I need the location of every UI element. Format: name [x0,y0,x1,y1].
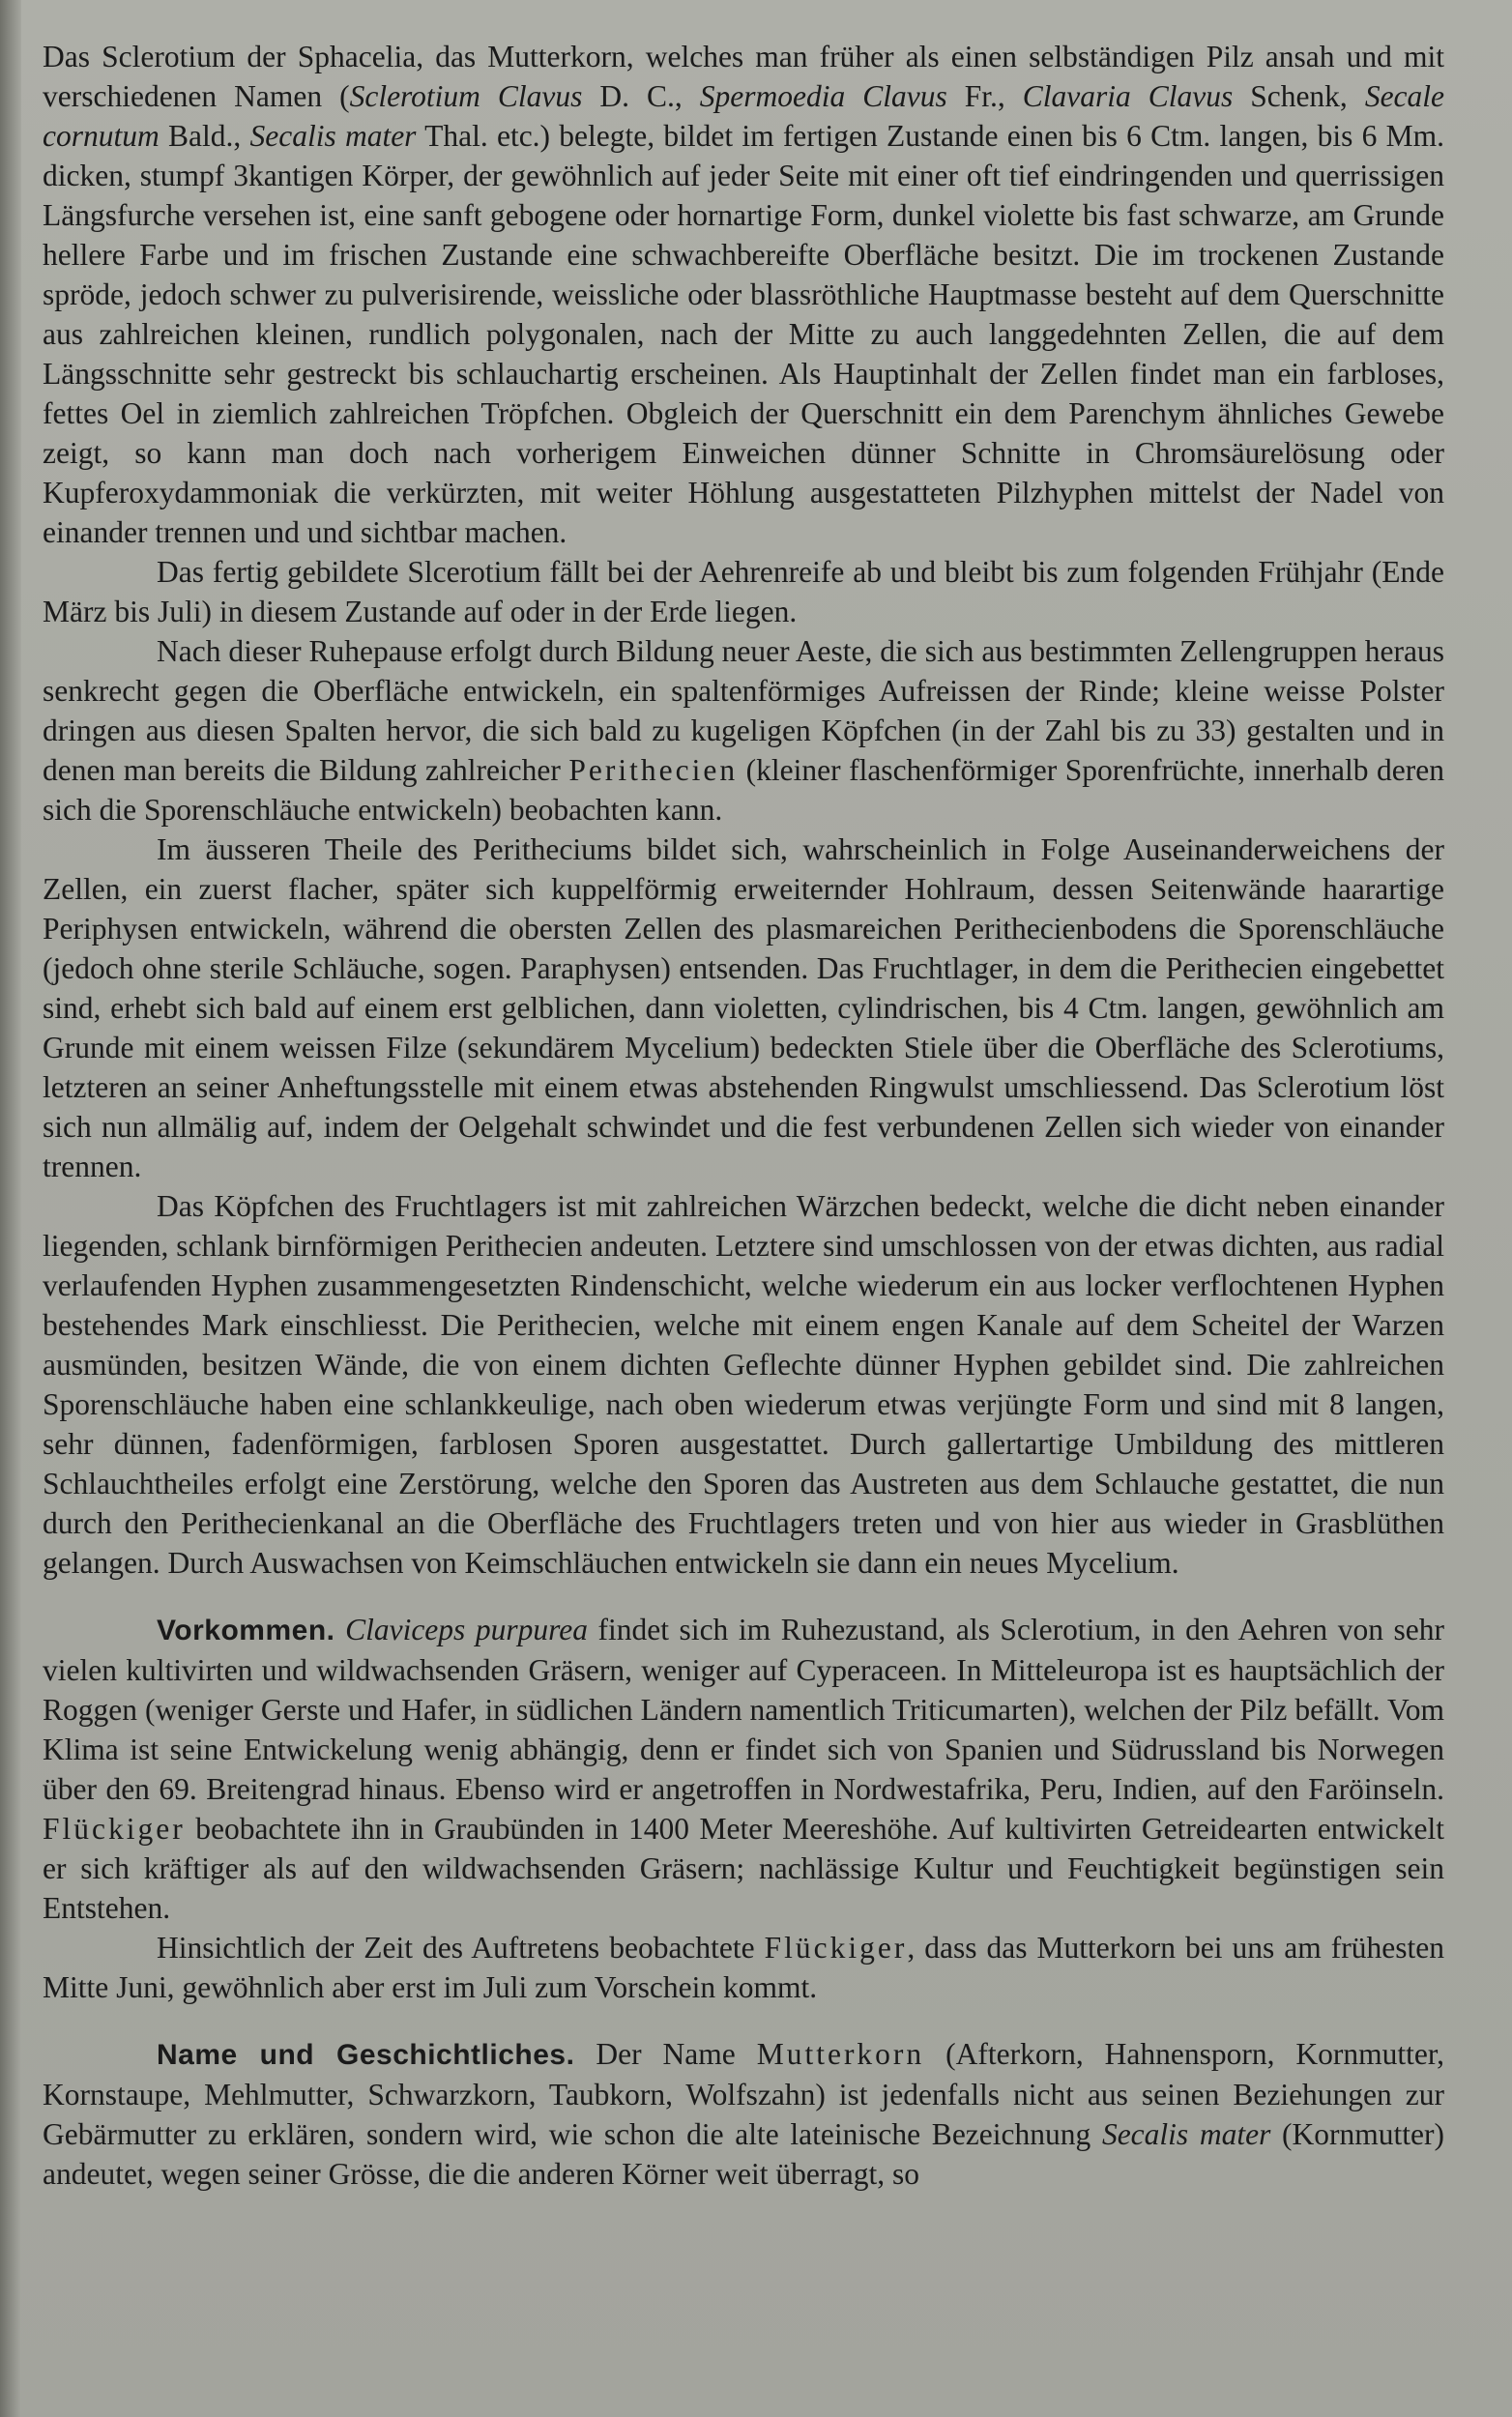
section-heading: Vorkommen. [157,1615,335,1646]
section-heading: Name und Geschichtliches. [157,2039,575,2071]
paragraph-fruit-head [43,1186,1444,1583]
spaced-term: Perithecien [568,753,739,787]
text-run: Thal. etc.) belegte, bildet im fertigen Zustande einen bis 6 Ctm. langen, bis 6 Mm. dicken, stumpf 3kantigen Körper, der gewöhnlich auf jeder Seite mit einer oft tief eindringenden und querrissigen Längsfurche versehen ist, eine sanft gebogene oder hornartige Form, dunkel violette bis fast schwarze, am Grunde hellere Farbe und im frischen Zustande eine schwachbereifte Oberfläche besitzt. Die im trockenen Zustande spröde, jedoch schwer zu pulverisirende, weissliche oder blassröthliche Hauptmasse besteht auf dem Querschnitte aus zahlreichen kleinen, rundlich polygonalen, nach der Mitte zu auch langgedehnten Zellen, die auf dem Längsschnitte sehr gestreckt bis schlauchartig erscheinen. Als Hauptinhalt der Zellen findet man ein farbloses, fettes Oel in ziemlich zahlreichen Tröpfchen. Obgleich der Querschnitt ein dem Parenchym ähnliches Gewebe zeigt, so kann man doch nach vorherigem Einweichen dünner Schnitte in Chromsäurelösung oder Kupferoxydammoniak die verkürzten, mit weiter Höhlung ausgestatteten Pilzhyphen mittelst der Nadel von einander trennen und und sichtbar machen. [43,119,1445,549]
text-run: Das Köpfchen des Fruchtlagers ist mit zahlreichen Wärzchen bedeckt, welche die dicht neben einander liegenden, schlank birnförmigen Perithecien andeuten. Letztere sind umschlossen von der etwas dichten, aus radial verlaufenden Hyphen zusammengesetzten Rindenschicht, welche wiederum ein aus locker verflochtenen Hyphen bestehendes Mark einschliesst. Die Perithecien, welche mit einem engen Kanale auf dem Scheitel der Warzen ausmünden, besitzen Wände, die von einem dichten Geflechte dünner Hyphen gebildet sind. Die zahlreichen Sporenschläuche haben eine schlankkeulige, nach oben wiederum etwas verjüngte Form und sind mit 8 langen, sehr dünnen, fadenförmigen, farblosen Sporen ausgestattet. Durch gallertartige Umbildung des mittleren Schlauchtheiles erfolgt eine Zerstörung, welche den Sporen das Austreten aus dem Schlauche gestattet, die nun durch den Perithecienkanal an die Oberfläche des Fruchtlagers treten und von hier aus wieder in Grasblüthen gelangen. Durch Auswachsen von Keimschläuchen entwickeln sie dann ein neues Mycelium. [43,1189,1444,1580]
text-run: Bald., [159,119,250,153]
text-run: D. C., [582,79,700,113]
paragraph-sclerotium-falls [43,552,1444,631]
text-run: Das fertig gebildete Slcerotium fällt bei der Aehrenreife ab und bleibt bis zum folgenden Frühjahr (Ende März bis Juli) in diesem Zustande auf oder in der Erde liegen. [43,555,1444,628]
text-run: findet sich im Ruhezustand, als Sclerotium, in den Aehren von sehr vielen kultivirten und wildwachsenden Gräsern, weniger auf Cyperaceen. In Mitteleuropa ist es hauptsächlich der Roggen (weniger Gerste und Hafer, in südlichen Ländern namentlich Triticumarten), welchen der Pilz befällt. Vom Klima ist seine Entwickelung wenig abhängig, denn er findet sich von Spanien und Südrussland bis Norwegen über den 69. Breitengrad hinaus. Ebenso wird er angetroffen in Nordwestafrika, Peru, Indien, auf den Faröinseln. [43,1613,1445,1806]
italic-term: Spermoedia Clavus [699,79,947,113]
paragraph-name-history [43,2034,1444,2194]
text-run: (Kornmutter) andeutet, wegen seiner Grösse, die die anderen Körner weit überragt, so [43,2117,1444,2191]
text-run: Das Sclerotium der Sphacelia, das Mutterkorn, welches man früher als einen selbständigen Pilz ansah und mit verschiedenen Namen ( [43,40,1444,113]
spaced-term: Mutterkorn [756,2037,925,2071]
spaced-term: Flückiger [764,1931,908,1965]
italic-term: Secalis mater [1101,2117,1271,2151]
text-run [335,1613,346,1646]
paragraph-rest-period [43,631,1444,830]
paragraph-perithecium [43,830,1444,1186]
text-run: beobachtete ihn in Graubünden in 1400 Meter Meereshöhe. Auf kultivirten Getreidearten entwickelt er sich kräftiger als auf den wildwachsenden Gräsern; nachlässige Kultur und Feuchtigkeit begünstigen sein Entstehen. [43,1812,1444,1925]
text-run: Der Name [574,2037,757,2071]
paragraph-appearance-time [43,1928,1444,2007]
text-run: Hinsichtlich der Zeit des Auftretens beobachtete [157,1931,765,1965]
text-run: (Afterkorn, Hahnensporn, Kornmutter, Kornstaupe, Mehlmutter, Schwarzkorn, Taubkorn, Wolfszahn) ist jedenfalls nicht aus seinen Beziehungen zur Gebärmutter zu erklären, sondern wird, wie schon die alte lateinische Bezeichnung [43,2037,1444,2151]
italic-term: Secale cornutum [43,79,1445,153]
spaced-term: Flückiger [43,1812,186,1846]
italic-term: Secalis mater [249,119,417,153]
text-run: , dass das Mutterkorn bei uns am frühesten Mitte Juni, gewöhnlich aber erst im Juli zum Vorschein kommt. [43,1931,1444,2004]
text-run: Fr., [946,79,1023,113]
text-run: Im äusseren Theile des Peritheciums bildet sich, wahrscheinlich in Folge Auseinanderweichens der Zellen, ein zuerst flacher, später sich kuppelförmig erweiternder Hohlraum, dessen Seitenwände haarartige Periphysen entwickeln, während die obersten Zellen des plasmareichen Perithecienbodens die Sporenschläuche (jedoch ohne sterile Schläuche, sogen. Paraphysen) entsenden. Das Fruchtlager, in dem die Perithecien eingebettet sind, erhebt sich bald auf einem erst gelblichen, dann violetten, cylindrischen, bis 4 Ctm. langen, gewöhnlich am Grunde mit einem weissen Filze (sekundärem Mycelium) bedeckten Stiele über die Oberfläche des Sclerotiums, letzteren an seiner Anheftungsstelle mit einem etwas abstehenden Ringwulst umschliessend. Das Sclerotium löst sich nun allmälig auf, indem der Oelgehalt schwindet und die fest verbundenen Zellen sich wieder von einander trennen. [43,832,1444,1183]
italic-term: Claviceps purpurea [345,1613,588,1646]
text-run: Schenk, [1233,79,1365,113]
text-run: (kleiner flaschenförmiger Sporenfrüchte, innerhalb deren sich die Sporenschläuche entwickeln) beobachten kann. [43,753,1445,827]
text-run: Nach dieser Ruhepause erfolgt durch Bildung neuer Aeste, die sich aus bestimmten Zellengruppen heraus senkrecht gegen die Oberfläche entwickeln, ein spaltenförmiges Aufreissen der Rinde; kleine weisse Polster dringen aus diesen Spalten hervor, die sich bald zu kugeligen Köpfchen (in der Zahl bis zu 33) gestalten und in denen man bereits die Bildung zahlreicher [43,634,1444,787]
italic-term: Clavaria Clavus [1022,79,1234,113]
italic-term: Sclerotium Clavus [349,79,583,113]
paragraph-sclerotium-description [43,37,1444,552]
paragraph-vorkommen [43,1610,1444,1928]
